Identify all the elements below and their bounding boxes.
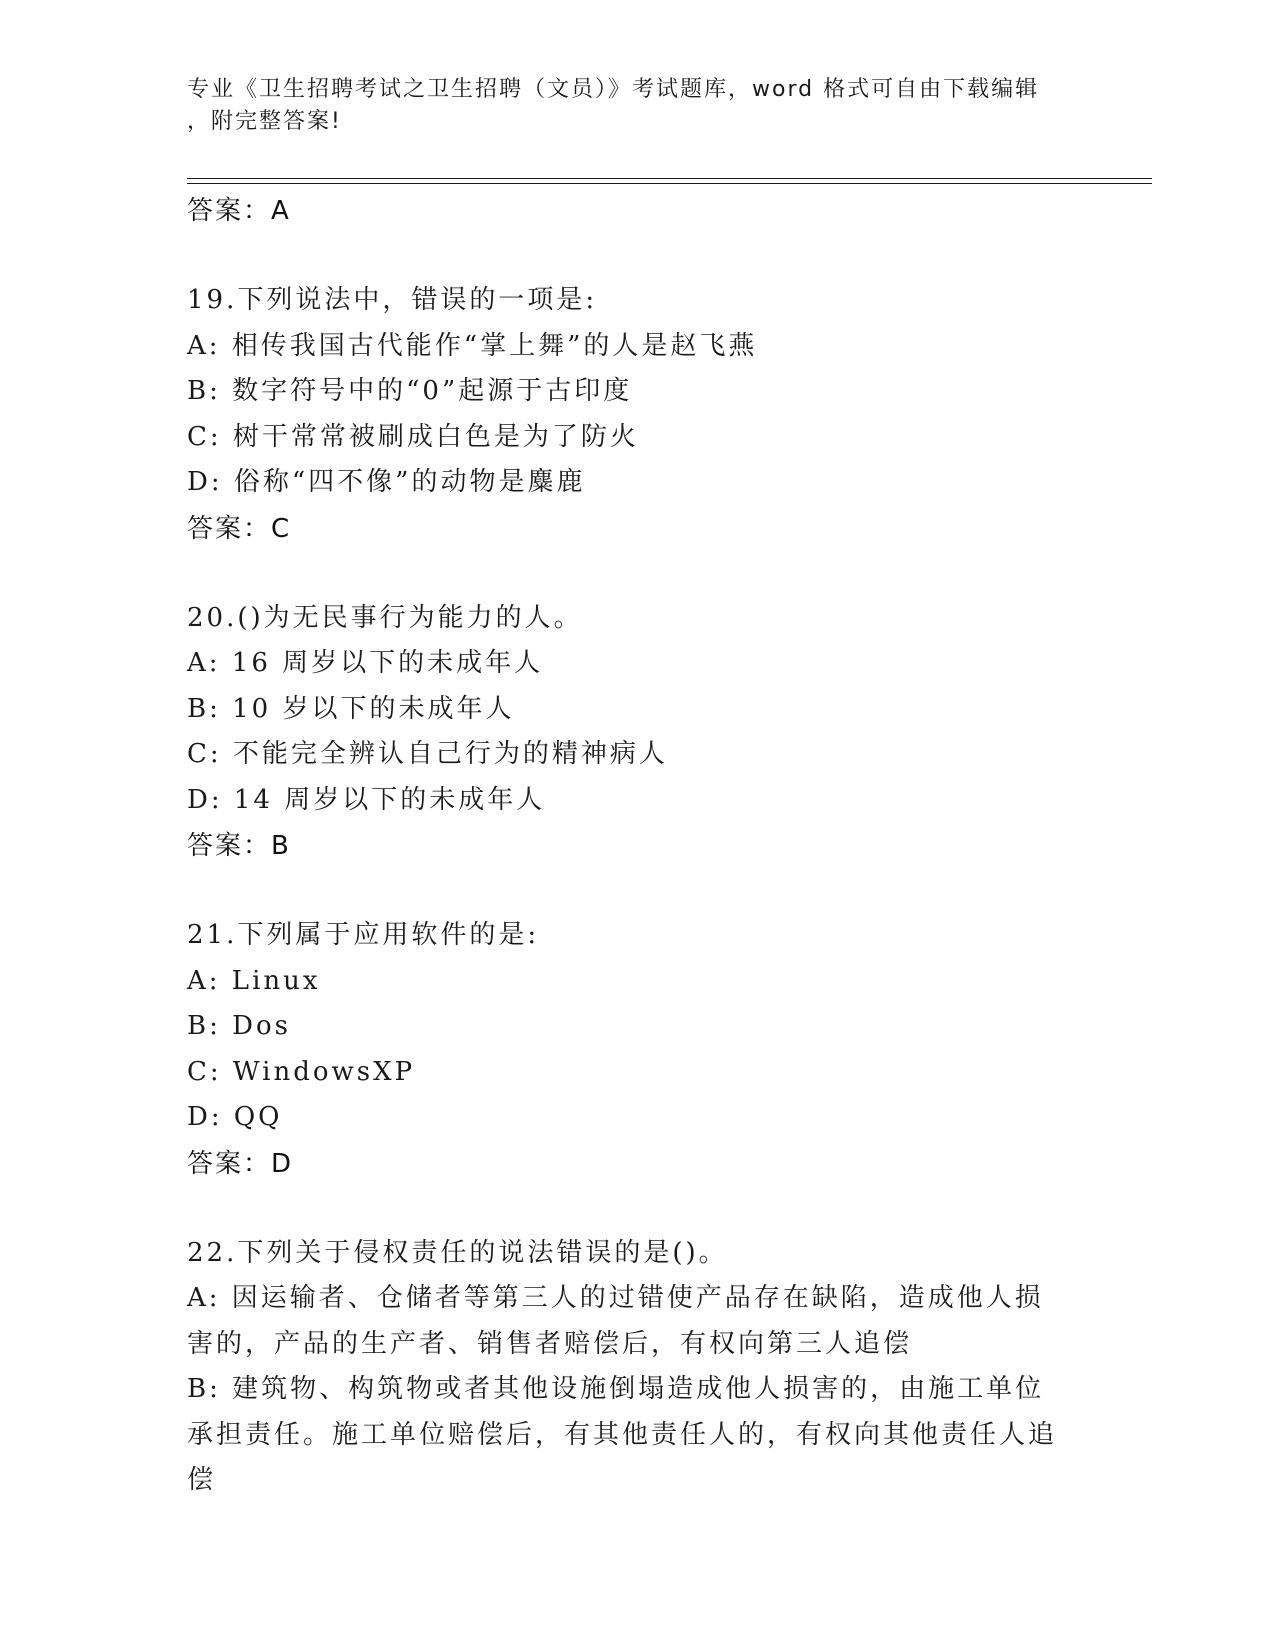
option-d: D: 俗称“四不像”的动物是麋鹿 (187, 467, 586, 497)
option-c: C: 树干常常被刷成白色是为了防火 (187, 421, 639, 452)
answer-line: 答案：C (187, 513, 292, 544)
header-line-1: 专业《卫生招聘考试之卫生招聘（文员）》考试题库，word 格式可自由下载编辑 (187, 77, 1040, 102)
answer-line: 答案：B (187, 831, 291, 861)
option-c: C: 不能完全辨认自己行为的精神病人 (187, 739, 668, 769)
option-d: D: 14 周岁以下的未成年人 (187, 784, 546, 815)
question-22 (187, 1231, 1087, 1504)
option-d: D: QQ (187, 1102, 283, 1132)
document-header (187, 74, 1067, 138)
question-stem: 20.()为无民事行为能力的人。 (187, 602, 583, 633)
option-a: A: 16 周岁以下的未成年人 (187, 648, 544, 678)
option-c: C: WindowsXP (187, 1056, 416, 1087)
option-b: B: 建筑物、构筑物或者其他设施倒塌造成他人损害的，由施工单位承担责任。施工单位赔偿后，有其他责任人的，有权向其他责任人追偿 (187, 1374, 1058, 1495)
option-b: B: 数字符号中的“0”起源于古印度 (187, 376, 633, 406)
question-stem: 22.下列关于侵权责任的说法错误的是()。 (187, 1237, 728, 1268)
option-a: A: 相传我国古代能作“掌上舞”的人是赵飞燕 (187, 330, 758, 361)
option-b: B: Dos (187, 1011, 291, 1041)
answer-line: 答案：D (187, 1148, 294, 1179)
question-21 (187, 913, 1087, 1187)
question-list (187, 188, 1087, 1504)
header-line-2: ，附完整答案! (187, 109, 342, 134)
option-a: A: Linux (187, 965, 321, 996)
header-divider-top (187, 178, 1152, 179)
question-20 (187, 596, 1087, 870)
option-b: B: 10 岁以下的未成年人 (187, 693, 515, 724)
question-stem: 21.下列属于应用软件的是: (187, 920, 540, 950)
header-divider-bottom (187, 183, 1152, 184)
question-stem: 19.下列说法中，错误的一项是: (187, 285, 598, 315)
question-19 (187, 278, 1087, 552)
answer-line: 答案：A (187, 196, 291, 226)
option-a: A: 因运输者、仓储者等第三人的过错使产品存在缺陷，造成他人损害的，产品的生产者、销售者赔偿后，有权向第三人追偿 (187, 1283, 1044, 1359)
